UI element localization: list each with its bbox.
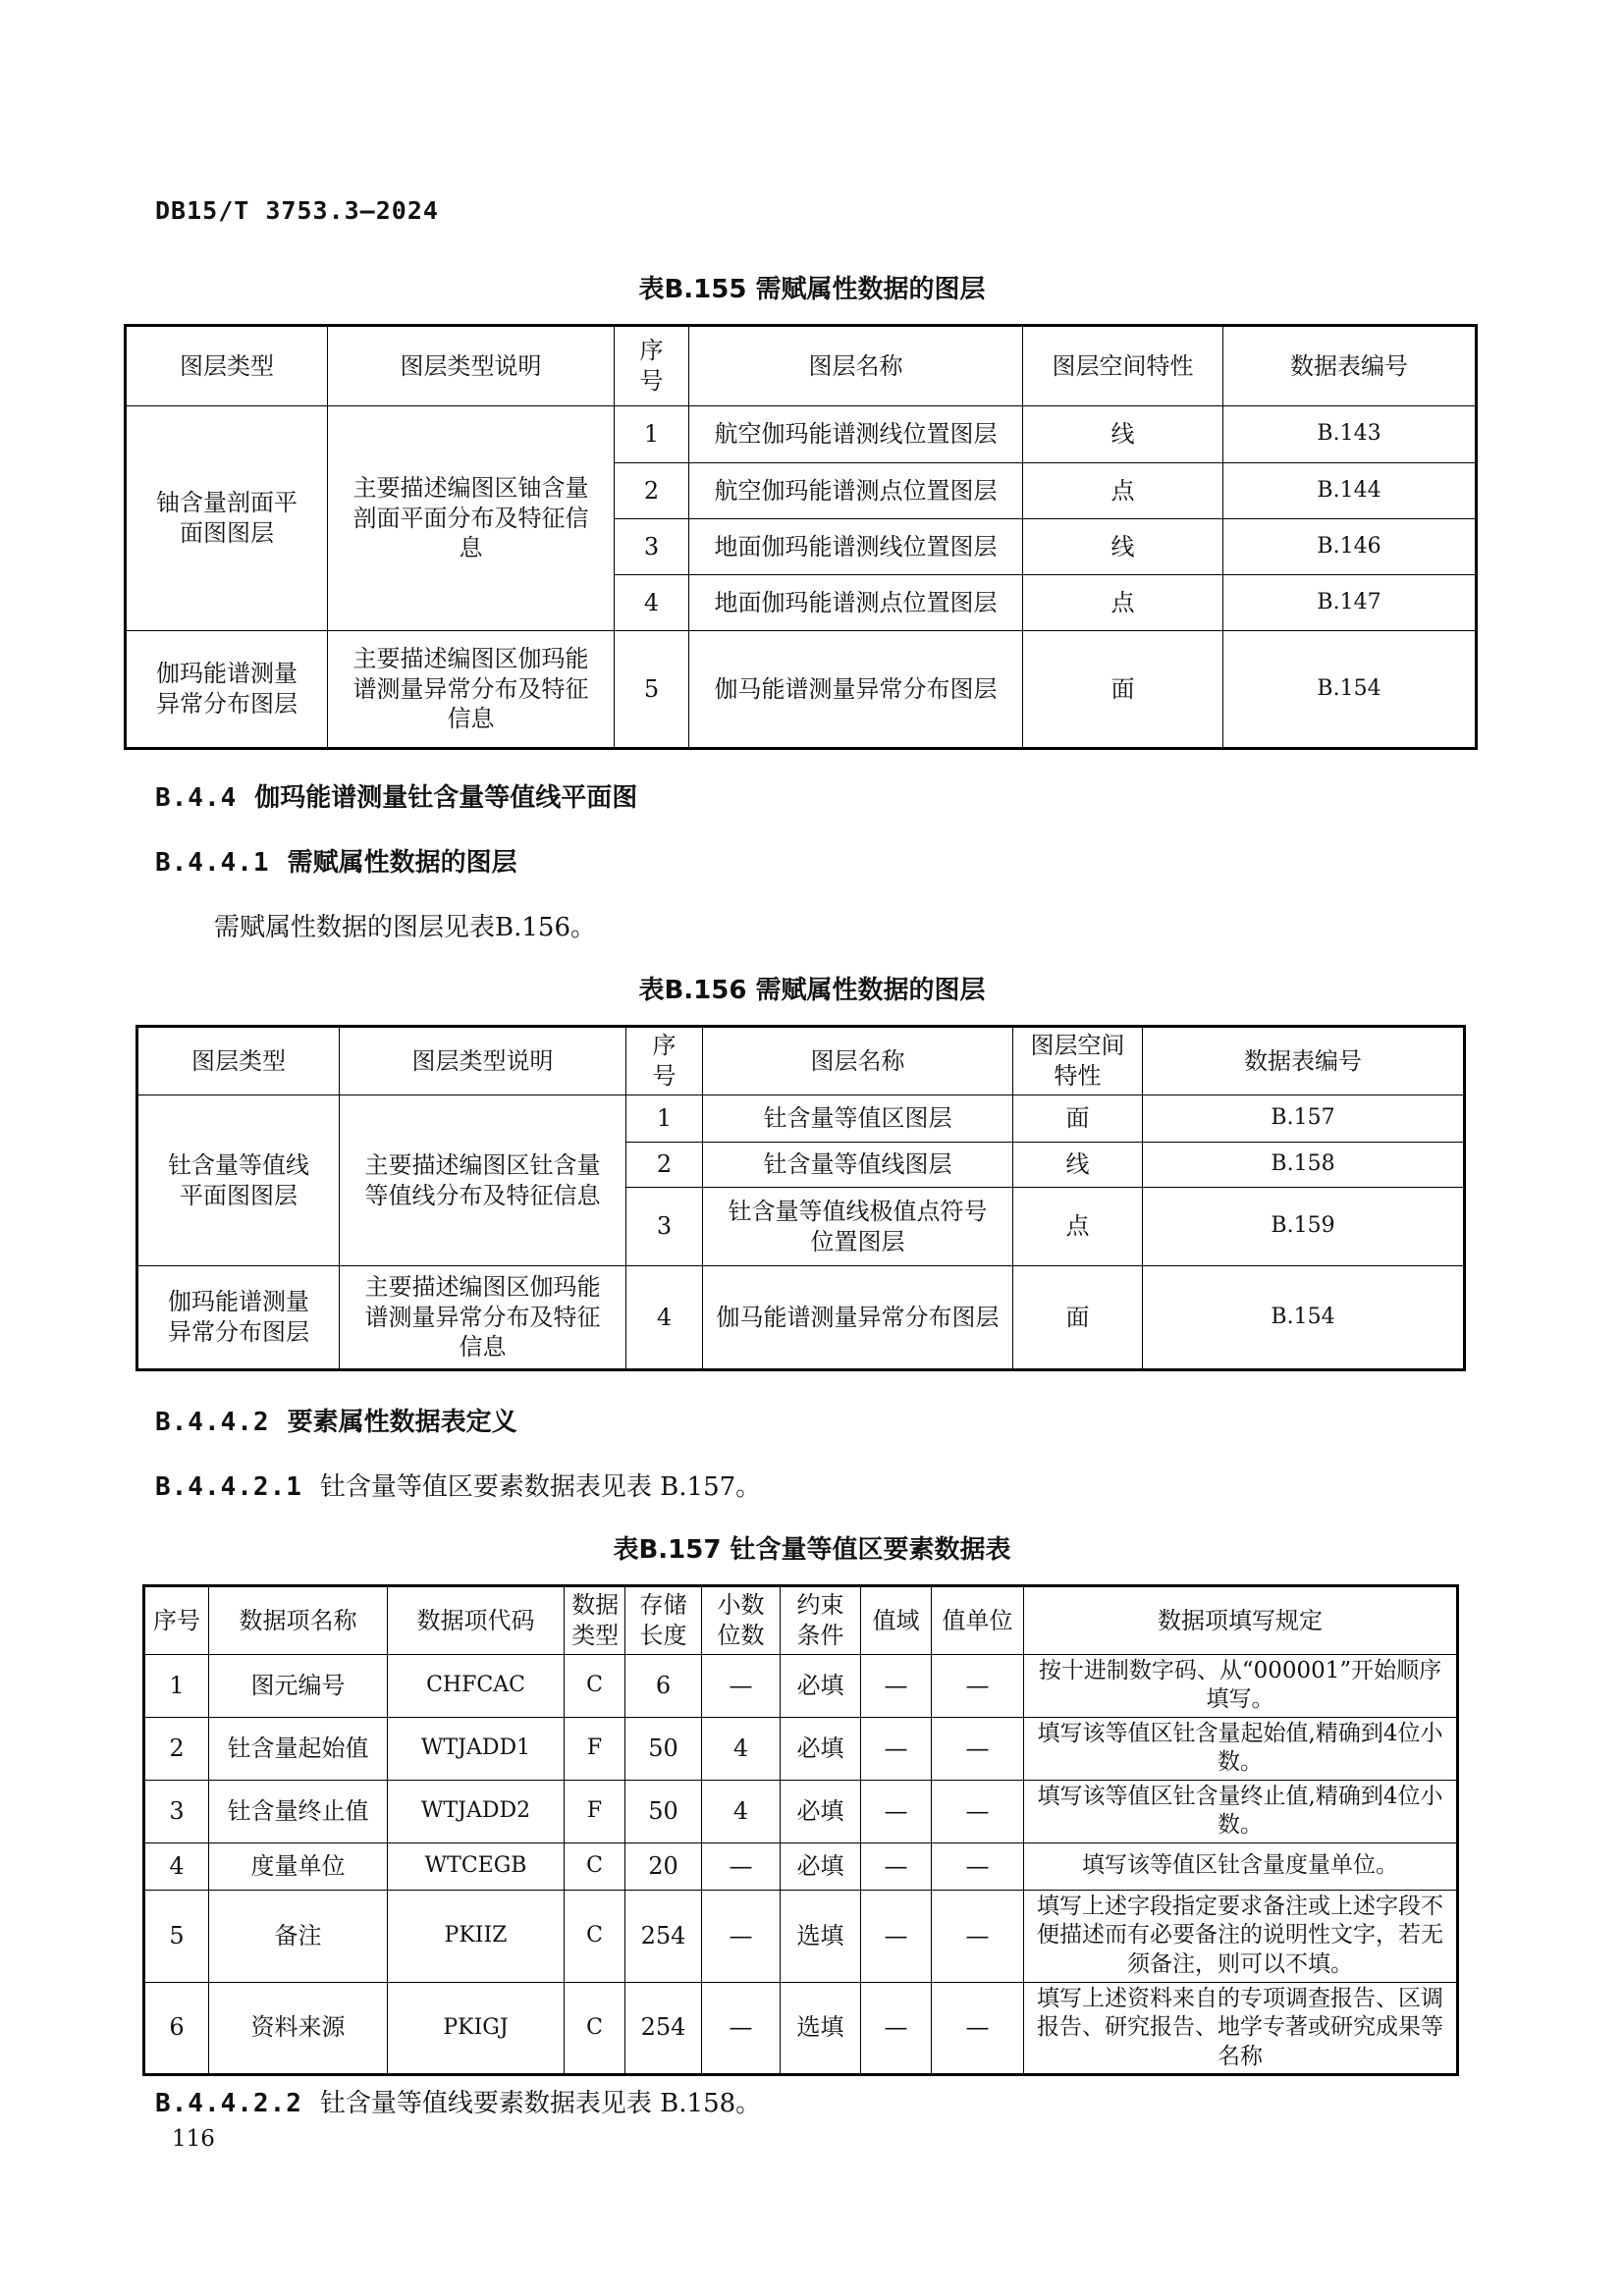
layer-name: 航空伽玛能谱测点位置图层: [689, 463, 1023, 519]
layer-type: 钍含量等值线平面图图层: [168, 1150, 309, 1209]
table-ref: B.146: [1223, 519, 1477, 575]
item-code: WTJADD2: [388, 1780, 565, 1842]
layer-type-cell: [126, 406, 328, 631]
value-unit: —: [932, 1780, 1024, 1842]
section-number: B.4.4.2: [155, 1408, 270, 1437]
row-no: 1: [615, 406, 689, 463]
header-cell-text: 图层空间特性: [1030, 1032, 1125, 1090]
layer-desc: 主要描述编图区铀含量剖面平面分布及特征信息: [352, 473, 589, 562]
section-number: B.4.4: [155, 783, 238, 813]
data-type: C: [565, 1842, 625, 1890]
layer-desc-cell: [328, 406, 615, 631]
row-no: 2: [626, 1143, 703, 1188]
item-name: 度量单位: [209, 1842, 388, 1890]
header-cell: [565, 1586, 625, 1655]
row-no: 3: [626, 1188, 703, 1266]
header-cell: 数据项填写规定: [1024, 1586, 1458, 1655]
item-code: CHFCAC: [388, 1655, 565, 1718]
data-type: C: [565, 1890, 625, 1982]
decimal-places: 4: [702, 1717, 781, 1780]
value-domain: —: [861, 1842, 932, 1890]
row-no: 3: [144, 1780, 209, 1842]
clause-text: 钍含量等值线要素数据表见表 B.158。: [319, 2089, 762, 2118]
item-name: 钍含量终止值: [209, 1780, 388, 1842]
section-heading: [155, 1402, 517, 1438]
decimal-places: —: [702, 1655, 781, 1718]
layer-desc-cell: [328, 631, 615, 749]
item-name: 备注: [209, 1890, 388, 1982]
clause-number: B.4.4.2.2: [155, 2089, 302, 2118]
header-cell: 图层类型: [126, 326, 328, 406]
item-name: 钍含量起始值: [209, 1717, 388, 1780]
header-cell: 数据表编号: [1143, 1027, 1465, 1095]
layer-type-cell: [137, 1095, 340, 1266]
table-row: [137, 1095, 1465, 1143]
spatial-feature: 点: [1023, 575, 1223, 631]
header-cell: 图层名称: [703, 1027, 1013, 1095]
fill-rule: 按十进制数字码、从“000001”开始顺序填写。: [1024, 1655, 1458, 1718]
spatial-feature: 面: [1013, 1266, 1143, 1370]
spatial-feature: 线: [1013, 1143, 1143, 1188]
table-row: [144, 1780, 1458, 1842]
table-row: [126, 406, 1477, 463]
header-cell: 数据表编号: [1223, 326, 1477, 406]
item-code: WTJADD1: [388, 1717, 565, 1780]
value-domain: —: [861, 1982, 932, 2074]
section-heading: [155, 777, 637, 814]
row-no: 4: [144, 1842, 209, 1890]
table-ref: B.147: [1223, 575, 1477, 631]
table-ref: B.143: [1223, 406, 1477, 463]
header-cell-text: 存储长度: [639, 1591, 687, 1649]
storage-length: 50: [625, 1780, 702, 1842]
table-ref: B.154: [1223, 631, 1477, 749]
clause-text: 钍含量等值区要素数据表见表 B.157。: [319, 1472, 762, 1502]
header-cell-text: 序号: [639, 337, 664, 395]
data-type: F: [565, 1780, 625, 1842]
row-no: 1: [626, 1095, 703, 1143]
header-cell: [781, 1586, 861, 1655]
row-no: 5: [144, 1890, 209, 1982]
storage-length: 50: [625, 1717, 702, 1780]
header-cell-text: 约束条件: [796, 1591, 844, 1649]
table-155: [124, 324, 1478, 750]
spatial-feature: 面: [1023, 631, 1223, 749]
constraint: 必填: [781, 1780, 861, 1842]
item-name: 图元编号: [209, 1655, 388, 1718]
table-row: [144, 1717, 1458, 1780]
header-cell: [625, 1586, 702, 1655]
layer-type: 伽玛能谱测量异常分布图层: [156, 660, 298, 718]
table-header-row: [144, 1586, 1458, 1655]
section-title: 要素属性数据表定义: [287, 1408, 517, 1437]
table-row: [144, 1890, 1458, 1982]
value-unit: —: [932, 1655, 1024, 1718]
storage-length: 254: [625, 1982, 702, 2074]
table-row: [144, 1842, 1458, 1890]
header-cell: 图层空间特性: [1023, 326, 1223, 406]
section-number: B.4.4.1: [155, 848, 270, 878]
section-title: 伽玛能谱测量钍含量等值线平面图: [254, 783, 638, 813]
header-cell: 图层类型说明: [340, 1027, 626, 1095]
spatial-feature: 点: [1023, 463, 1223, 519]
value-unit: —: [932, 1890, 1024, 1982]
header-cell: 值域: [861, 1586, 932, 1655]
layer-desc: 主要描述编图区伽玛能谱测量异常分布及特征信息: [364, 1272, 601, 1362]
fill-rule: 填写该等值区钍含量终止值,精确到4位小数。: [1024, 1780, 1458, 1842]
table-156-caption: 表B.156 需赋属性数据的图层: [638, 976, 986, 1005]
table-ref: B.158: [1143, 1143, 1465, 1188]
decimal-places: —: [702, 1890, 781, 1982]
constraint: 必填: [781, 1842, 861, 1890]
layer-name: 航空伽玛能谱测线位置图层: [689, 406, 1023, 463]
data-type: F: [565, 1717, 625, 1780]
table-ref: B.157: [1143, 1095, 1465, 1143]
table-header-row: [137, 1027, 1465, 1095]
data-type: C: [565, 1655, 625, 1718]
section-title: 需赋属性数据的图层: [287, 848, 517, 878]
table-row: [144, 1655, 1458, 1718]
storage-length: 254: [625, 1890, 702, 1982]
value-unit: —: [932, 1842, 1024, 1890]
fill-rule: 填写该等值区钍含量起始值,精确到4位小数。: [1024, 1717, 1458, 1780]
value-domain: —: [861, 1655, 932, 1718]
table-row: [144, 1982, 1458, 2074]
layer-name: 伽马能谱测量异常分布图层: [689, 631, 1023, 749]
table-ref: B.154: [1143, 1266, 1465, 1370]
layer-name-text: 伽马能谱测量异常分布图层: [716, 1303, 1000, 1331]
layer-desc-cell: [340, 1266, 626, 1370]
item-code: PKIGJ: [388, 1982, 565, 2074]
clause: [155, 1467, 761, 1503]
fill-rule: 填写上述资料来自的专项调查报告、区调报告、研究报告、地学专著或研究成果等名称: [1024, 1982, 1458, 2074]
table-155-caption: 表B.155 需赋属性数据的图层: [638, 275, 986, 304]
decimal-places: 4: [702, 1780, 781, 1842]
item-code: PKIIZ: [388, 1890, 565, 1982]
fill-rule: 填写上述字段指定要求备注或上述字段不便描述而有必要备注的说明性文字，若无须备注，则可以不填。: [1024, 1890, 1458, 1982]
layer-name: [703, 1188, 1013, 1266]
header-cell: [702, 1586, 781, 1655]
header-cell: 值单位: [932, 1586, 1024, 1655]
header-cell: [626, 1027, 703, 1095]
layer-desc-cell: [340, 1095, 626, 1266]
header-cell: 数据项名称: [209, 1586, 388, 1655]
table-ref: B.144: [1223, 463, 1477, 519]
page-number: 116: [172, 2126, 215, 2152]
header-cell-text: 数据类型: [571, 1591, 620, 1649]
table-header-row: [126, 326, 1477, 406]
item-code: WTCEGB: [388, 1842, 565, 1890]
fill-rule: 填写该等值区钍含量度量单位。: [1024, 1842, 1458, 1890]
layer-type: 铀含量剖面平面图图层: [156, 489, 298, 547]
constraint: 必填: [781, 1717, 861, 1780]
table-156: [135, 1025, 1466, 1371]
header-cell-text: 序号: [652, 1032, 677, 1090]
decimal-places: —: [702, 1842, 781, 1890]
row-no: 6: [144, 1982, 209, 2074]
decimal-places: —: [702, 1982, 781, 2074]
storage-length: 6: [625, 1655, 702, 1718]
constraint: 选填: [781, 1982, 861, 2074]
row-no: 4: [615, 575, 689, 631]
document-code: DB15/T 3753.3—2024: [155, 196, 439, 225]
header-cell: 图层名称: [689, 326, 1023, 406]
section-heading: [155, 842, 517, 879]
layer-name: 地面伽玛能谱测点位置图层: [689, 575, 1023, 631]
constraint: 选填: [781, 1890, 861, 1982]
header-cell: [615, 326, 689, 406]
layer-desc: 主要描述编图区伽玛能谱测量异常分布及特征信息: [352, 644, 589, 733]
table-157: [142, 1584, 1459, 2076]
spatial-feature: 点: [1013, 1188, 1143, 1266]
header-cell: [1013, 1027, 1143, 1095]
header-cell: 序号: [144, 1586, 209, 1655]
row-no: 1: [144, 1655, 209, 1718]
layer-name: 钍含量等值线图层: [703, 1143, 1013, 1188]
layer-name: 钍含量等值区图层: [703, 1095, 1013, 1143]
row-no: 3: [615, 519, 689, 575]
data-type: C: [565, 1982, 625, 2074]
table-row: [137, 1266, 1465, 1370]
value-unit: —: [932, 1982, 1024, 2074]
layer-name: 地面伽玛能谱测线位置图层: [689, 519, 1023, 575]
value-unit: —: [932, 1717, 1024, 1780]
storage-length: 20: [625, 1842, 702, 1890]
constraint: 必填: [781, 1655, 861, 1718]
spatial-feature: 线: [1023, 519, 1223, 575]
layer-name: [703, 1266, 1013, 1370]
header-cell: 图层类型说明: [328, 326, 615, 406]
value-domain: —: [861, 1717, 932, 1780]
value-domain: —: [861, 1890, 932, 1982]
clause-number: B.4.4.2.1: [155, 1472, 302, 1502]
layer-type: 伽玛能谱测量异常分布图层: [168, 1288, 309, 1346]
row-no: 2: [144, 1717, 209, 1780]
item-name: 资料来源: [209, 1982, 388, 2074]
layer-name-text: 钍含量等值线极值点符号位置图层: [728, 1197, 988, 1255]
spatial-feature: 面: [1013, 1095, 1143, 1143]
header-cell: 图层类型: [137, 1027, 340, 1095]
spatial-feature: 线: [1023, 406, 1223, 463]
layer-type-cell: [126, 631, 328, 749]
layer-type-cell: [137, 1266, 340, 1370]
table-row: [126, 631, 1477, 749]
paragraph: 需赋属性数据的图层见表B.156。: [214, 913, 596, 942]
row-no: 5: [615, 631, 689, 749]
value-domain: —: [861, 1780, 932, 1842]
header-cell: 数据项代码: [388, 1586, 565, 1655]
row-no: 4: [626, 1266, 703, 1370]
header-cell-text: 小数位数: [717, 1591, 765, 1649]
clause: [155, 2083, 761, 2119]
table-157-caption: 表B.157 钍含量等值区要素数据表: [613, 1535, 1011, 1565]
layer-desc: 主要描述编图区钍含量等值线分布及特征信息: [364, 1150, 601, 1209]
row-no: 2: [615, 463, 689, 519]
table-ref: B.159: [1143, 1188, 1465, 1266]
